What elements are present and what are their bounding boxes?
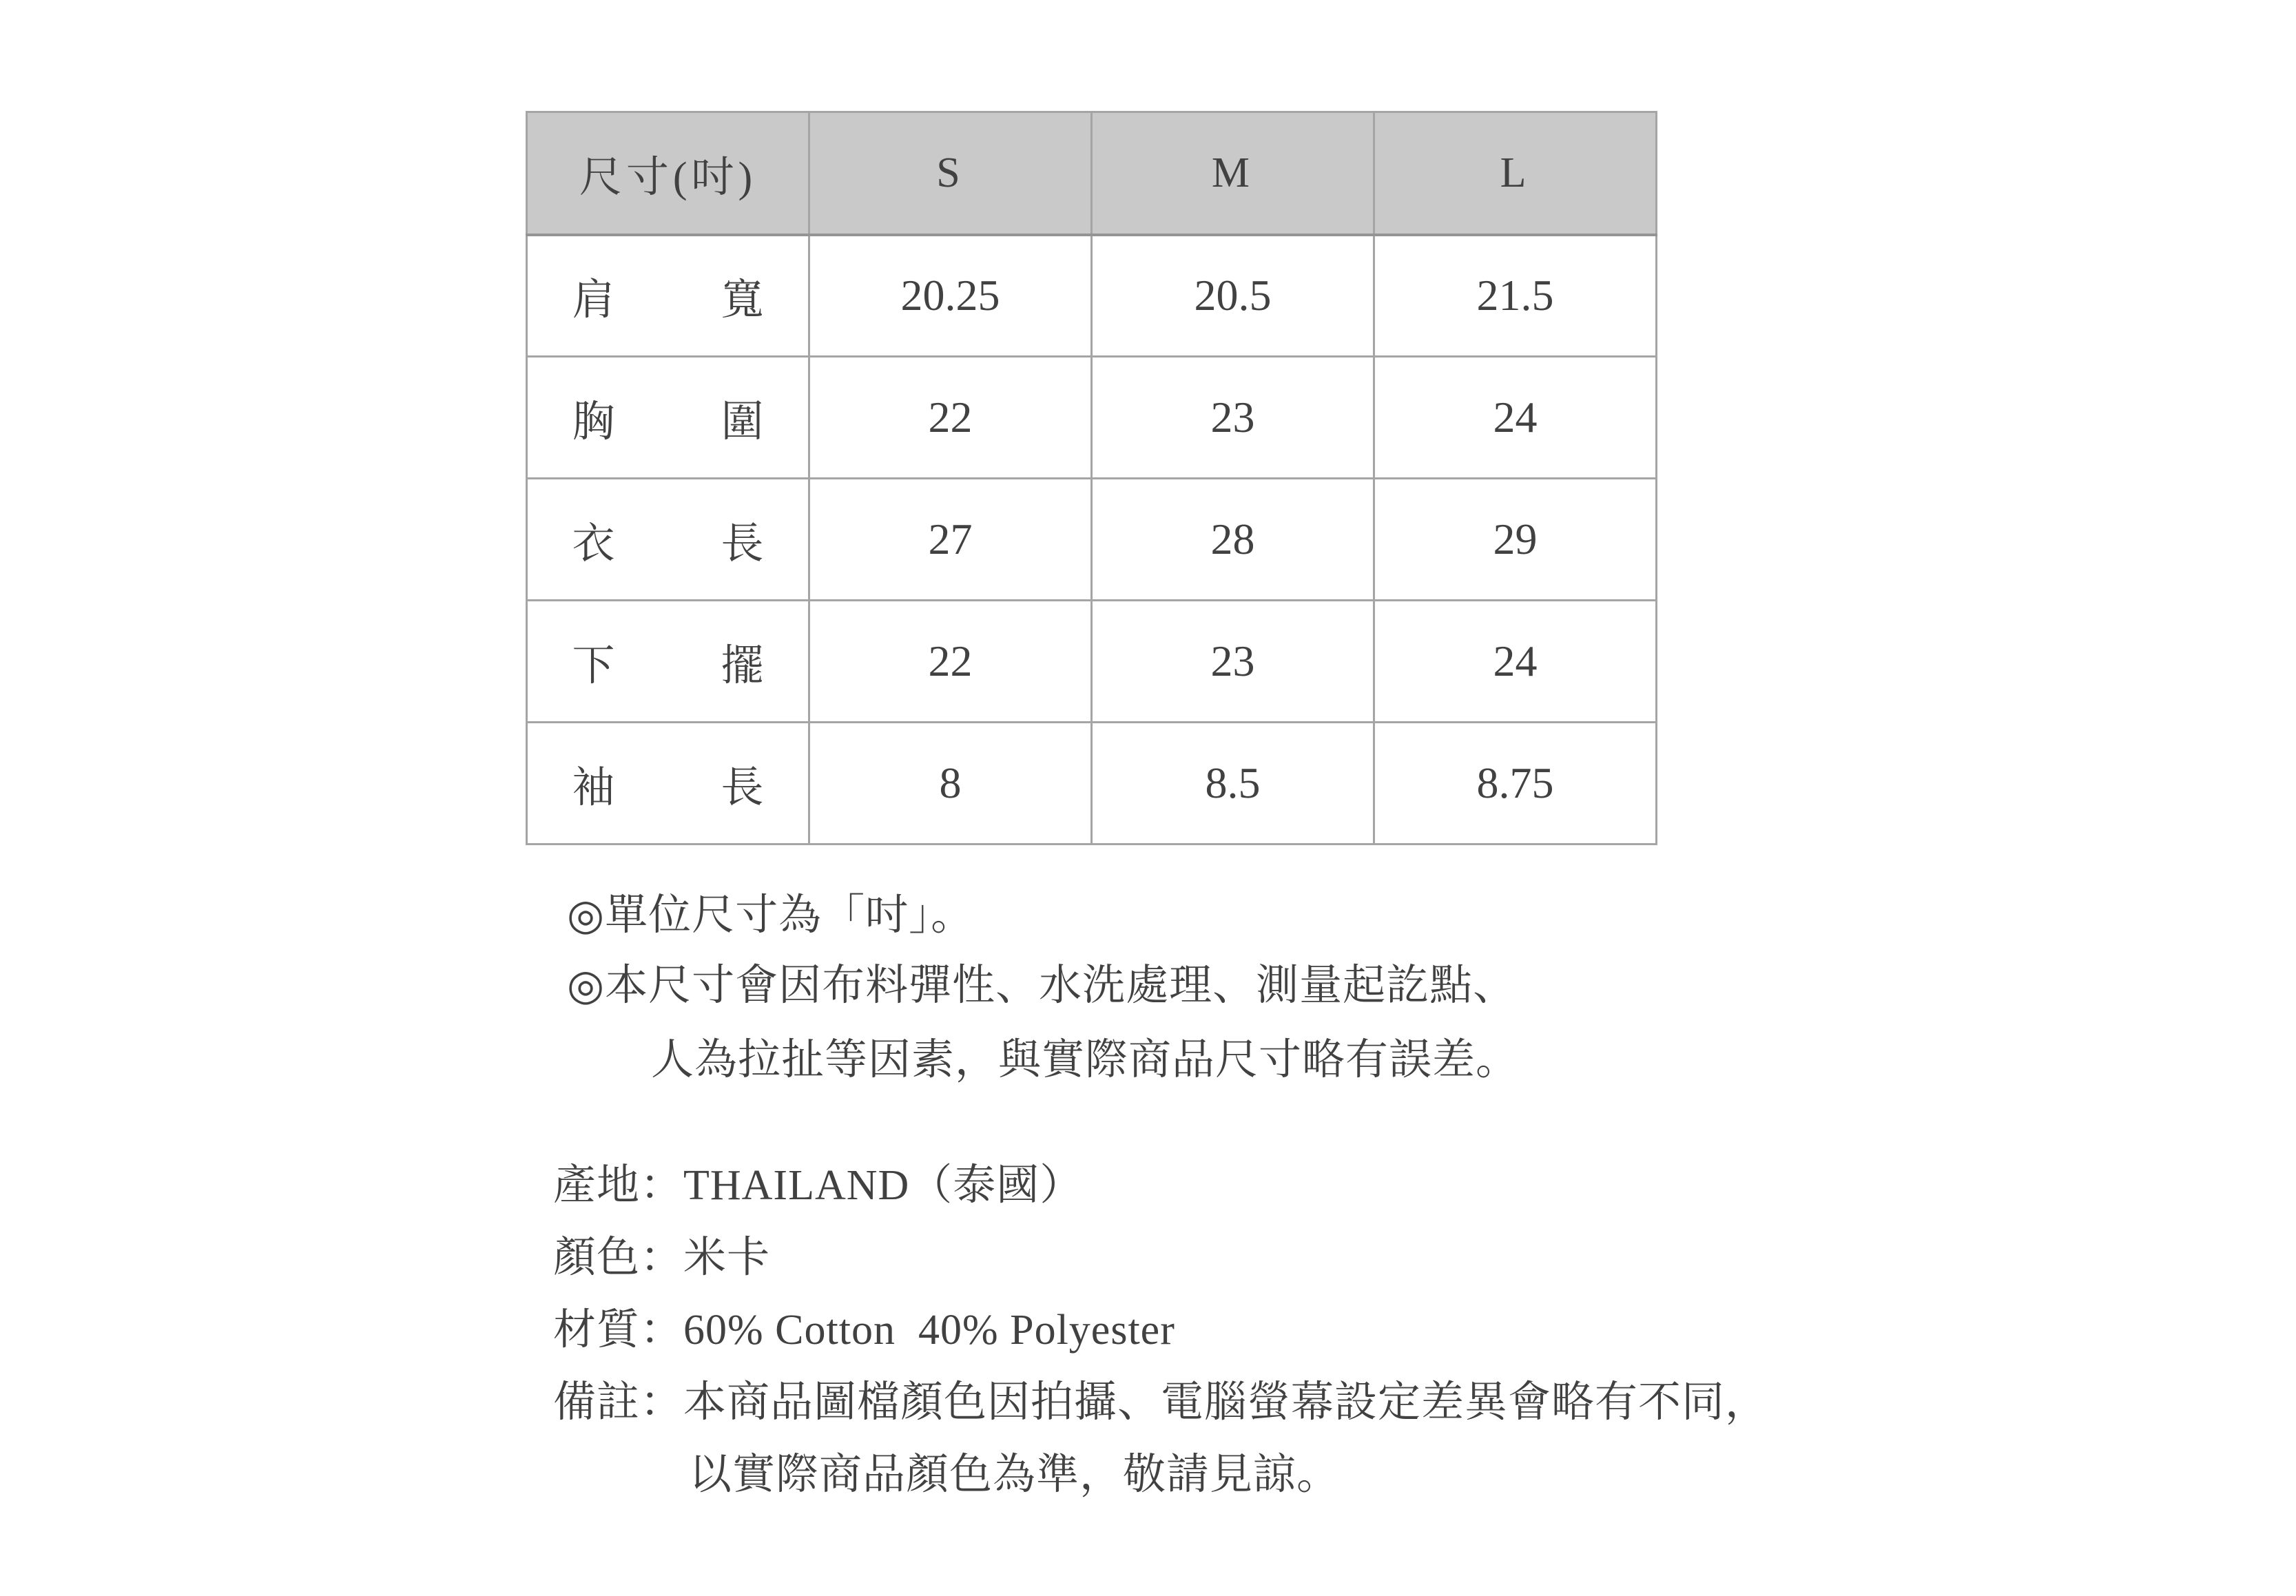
row-label-shoulder-width: 肩寬	[572, 276, 764, 324]
cell-chest-l: 24	[1374, 357, 1657, 479]
header-cell-dimension-unit: 尺寸(吋)	[527, 112, 809, 235]
note-measure-disclaimer-line2: 人為拉扯等因素，與實際商品尺寸略有誤差。	[651, 1037, 1520, 1084]
row-label-garment-length: 衣長	[572, 520, 764, 568]
info-origin: 產地：THAILAND（泰國）	[553, 1162, 1084, 1209]
row-label-chest: 胸圍	[572, 398, 764, 446]
row-label-hem: 下擺	[572, 642, 764, 690]
table-row-shoulder-width	[527, 235, 1657, 357]
cell-shoulder-width-s: 20.25	[809, 235, 1092, 357]
table-row-sleeve-length	[527, 723, 1657, 844]
cell-hem-m: 23	[1092, 601, 1374, 723]
info-remark-line1: 備註：本商品圖檔顏色因拍攝、電腦螢幕設定差異會略有不同，	[553, 1379, 1769, 1426]
table-row-garment-length	[527, 479, 1657, 601]
size-chart-table	[526, 111, 1657, 845]
cell-garment-length-l: 29	[1374, 479, 1657, 601]
info-material: 材質：60% Cotton 40% Polyester	[553, 1307, 1175, 1354]
cell-sleeve-length-l: 8.75	[1374, 723, 1657, 844]
note-unit-inch: ◎單位尺寸為「吋」。	[567, 892, 975, 939]
header-cell-size-m: M	[1092, 112, 1374, 235]
note-measure-disclaimer-line1: ◎本尺寸會因布料彈性、水洗處理、測量起訖點、	[567, 962, 1517, 1009]
cell-sleeve-length-m: 8.5	[1092, 723, 1374, 844]
row-label-sleeve-length: 袖長	[572, 764, 764, 811]
cell-hem-s: 22	[809, 601, 1092, 723]
cell-chest-m: 23	[1092, 357, 1374, 479]
table-row-hem	[527, 601, 1657, 723]
cell-hem-l: 24	[1374, 601, 1657, 723]
header-cell-size-l: L	[1374, 112, 1657, 235]
info-remark-line2: 以實際商品顏色為準，敬請見諒。	[689, 1451, 1341, 1498]
header-cell-size-s: S	[809, 112, 1092, 235]
cell-shoulder-width-m: 20.5	[1092, 235, 1374, 357]
info-color: 顏色：米卡	[553, 1234, 771, 1281]
size-chart-header-row	[527, 112, 1657, 235]
cell-sleeve-length-s: 8	[809, 723, 1092, 844]
cell-shoulder-width-l: 21.5	[1374, 235, 1657, 357]
cell-garment-length-s: 27	[809, 479, 1092, 601]
cell-chest-s: 22	[809, 357, 1092, 479]
table-row-chest	[527, 357, 1657, 479]
cell-garment-length-m: 28	[1092, 479, 1374, 601]
